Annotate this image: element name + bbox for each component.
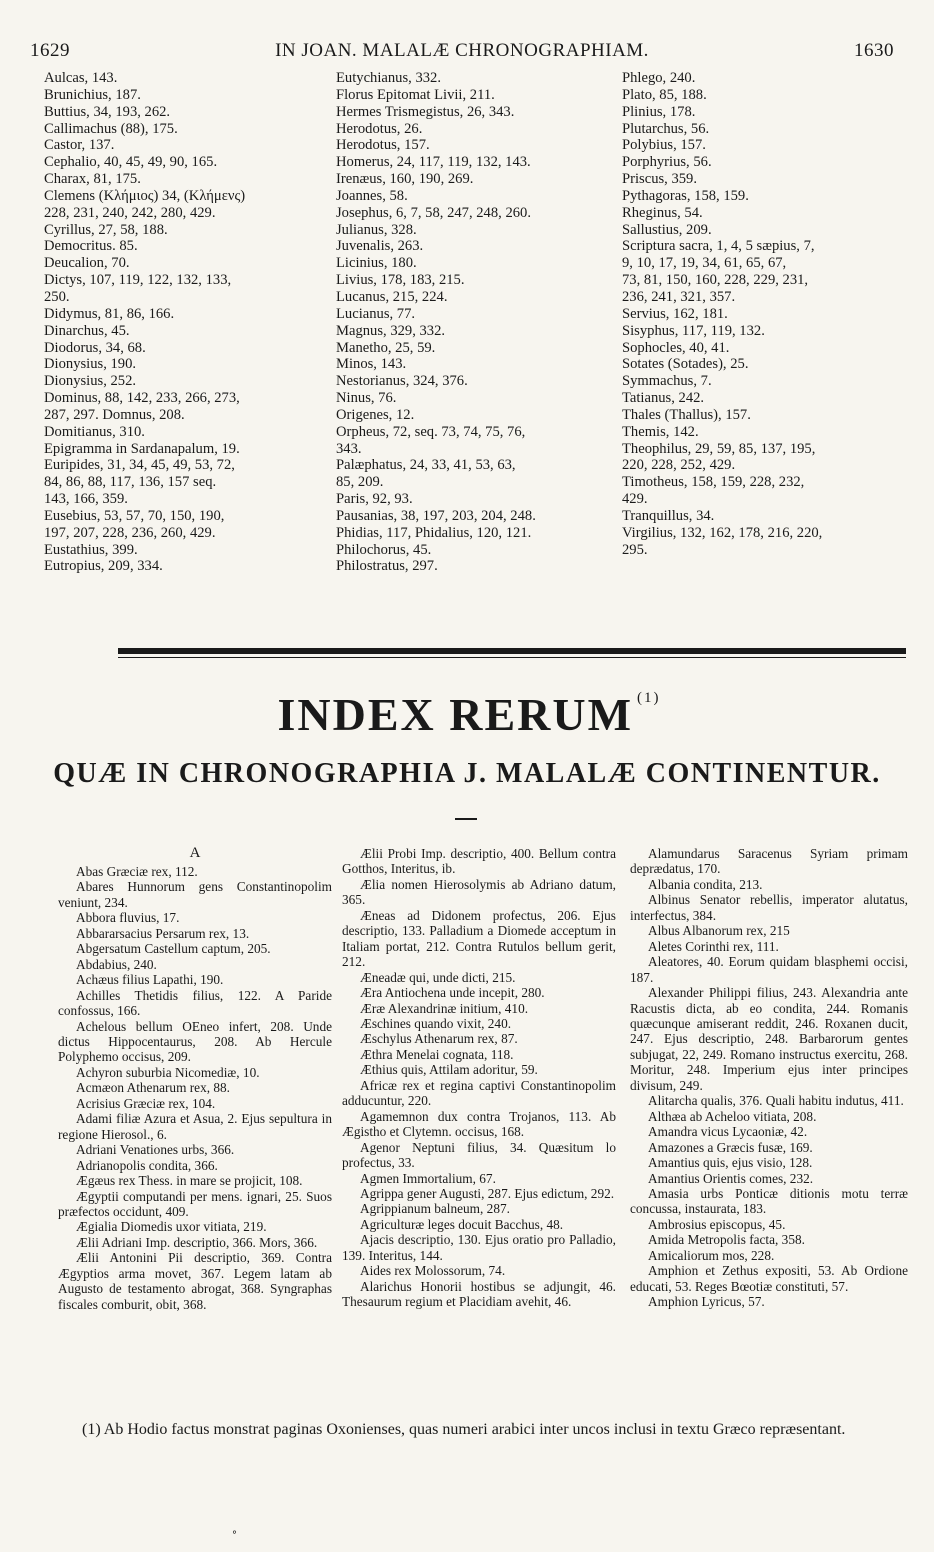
index-entry: Callimachus (88), 175. [44,120,178,137]
index-entry: Æthra Menelai cognata, 118. [360,1046,514,1062]
index-entry: Paris, 92, 93. [336,491,413,508]
index-entry: Julianus, 328. [336,221,417,238]
index-entry: Josephus, 6, 7, 58, 247, 248, 260. [336,204,531,221]
index-entry: Sallustius, 209. [622,221,712,238]
index-entry: Priscus, 359. [622,171,697,188]
index-auctorum-col-3 [622,70,912,558]
index-entry: Achyron suburbia Nicomediæ, 10. [76,1064,260,1080]
index-entry: Themis, 142. [622,423,699,440]
index-entry: Adami filiæ Azura et Asua, 2. Ejus sepultura in regione Hierosol., 6. [58,1111,332,1142]
index-entry: Agamemnon dux contra Trojanos, 113. Ab Ægistho et Clytemn. occisus, 168. [342,1108,616,1140]
index-entry: Eutropius, 209, 334. [44,558,163,575]
index-entry: Lucianus, 77. [336,305,416,322]
index-entry: 143, 166, 359. [44,491,128,508]
letter-heading: A [189,845,201,861]
index-entry: Æschylus Athenarum rex, 87. [360,1031,518,1047]
index-rerum-col-3 [630,846,908,1310]
index-entry: Achelous bellum OEneo infert, 208. Unde dictus Hippocentaurus, 208. Ab Hercule Polyphemo occisus, 209. [58,1018,332,1065]
index-entry: Virgilius, 132, 162, 178, 216, 220, [622,524,823,541]
index-entry: Cyrillus, 27, 58, 188. [44,221,168,238]
page-number-right: 1630 [854,40,894,61]
index-entry: Philostratus, 297. [336,558,438,575]
index-entry: Alarichus Honorii hostibus se adjungit, 46. Thesaurum regium et Placidiam avehit, 46. [342,1278,616,1310]
index-entry: Acrisius Græciæ rex, 104. [76,1095,216,1111]
index-entry: Amandra vicus Lycaoniæ, 42. [648,1124,808,1140]
section-rule-thick [118,648,906,654]
index-entry: Abgersatum Castellum captum, 205. [76,941,271,957]
index-entry: Ægialia Diomedis uxor vitiata, 219. [76,1219,267,1235]
index-entry: Adrianopolis condita, 366. [76,1157,218,1173]
index-entry: Æschines quando vixit, 240. [360,1015,512,1031]
footnote-marker: (1) [637,690,661,706]
index-entry: Joannes, 58. [336,187,408,204]
index-entry: Didymus, 81, 86, 166. [44,305,175,322]
index-rerum-col-2 [342,846,616,1310]
page-number-left: 1629 [30,40,70,61]
index-entry: Thales (Thallus), 157. [622,406,751,423]
index-entry: Agriculturæ leges docuit Bacchus, 48. [360,1216,564,1232]
index-entry: Althæa ab Acheloo vitiata, 208. [648,1108,817,1124]
index-entry: Aides rex Molossorum, 74. [360,1263,506,1279]
index-entry: Abbararsacius Persarum rex, 13. [76,925,250,941]
index-entry: Dionysius, 190. [44,356,137,373]
index-entry: Amasia urbs Ponticæ ditionis motu terræ concussa, instaurata, 183. [630,1185,908,1217]
index-entry: Ninus, 76. [336,390,397,407]
index-entry: 236, 241, 321, 357. [622,288,736,305]
index-entry: Rheginus, 54. [622,204,703,221]
index-entry: Florus Epitomat Livii, 211. [336,86,495,103]
index-entry: Ælii Antonini Pii descriptio, 369. Contra Ægyptios arma movet, 367. Legem latam ab Augusto de testamento abrogat, 368. Syngraphas fiscales comburit, obit, 368. [58,1250,332,1312]
short-rule [455,818,477,820]
index-entry: 295. [622,541,648,558]
index-entry: Æneadæ qui, unde dicti, 215. [360,969,516,985]
running-title: IN JOAN. MALALÆ CHRONOGRAPHIAM. [275,40,649,61]
index-entry: Nestorianus, 324, 376. [336,373,468,390]
section-rule-thin [118,657,906,658]
index-entry: Amazones a Græcis fusæ, 169. [648,1139,813,1155]
index-rerum-subtitle: QUÆ IN CHRONOGRAPHIA J. MALALÆ CONTINENTUR. [53,758,881,789]
index-entry: 73, 81, 150, 160, 228, 229, 231, [622,272,809,289]
index-entry: Plinius, 178. [622,103,696,120]
index-entry: Licinius, 180. [336,255,417,272]
index-entry: Herodotus, 26. [336,120,423,137]
index-entry: 85, 209. [336,474,384,491]
index-entry: Aleatores, 40. Eorum quidam blasphemi occisi, 187. [630,954,908,985]
bottom-mark: ° [232,1530,237,1541]
index-entry: Aulcas, 143. [44,70,118,86]
index-entry: Plutarchus, 56. [622,120,710,137]
index-entry: Buttius, 34, 193, 262. [44,103,171,120]
index-entry: Amicaliorum mos, 228. [648,1247,775,1263]
index-entry: Magnus, 329, 332. [336,322,446,339]
index-entry: Abdabius, 240. [76,956,157,972]
index-entry: Clemens (Κλήμιος) 34, (Κλήμενς) [44,187,246,204]
index-entry: Æthius quis, Attilam adoritur, 59. [360,1062,538,1078]
index-entry: Euripides, 31, 34, 45, 49, 53, 72, [44,457,235,474]
index-entry: Alitarcha qualis, 376. Quali habitu indutus, 411. [648,1093,904,1109]
index-entry: Deucalion, 70. [44,255,130,272]
index-auctorum-col-1 [44,70,334,575]
index-entry: Pythagoras, 158, 159. [622,187,749,204]
index-entry: Alamundarus Saracenus Syriam primam deprædatus, 170. [630,846,908,877]
index-entry: Democritus. 85. [44,238,138,255]
index-entry: Dionysius, 252. [44,373,137,390]
index-entry: Ægæus rex Thess. in mare se projicit, 108. [76,1173,303,1189]
index-entry: Sophocles, 40, 41. [622,339,730,356]
index-entry: Agrippianum balneum, 287. [360,1201,510,1217]
index-entry: Amphion et Zethus expositi, 53. Ab Ordione educati, 53. Reges Bœotiæ constituti, 57. [630,1263,908,1294]
index-entry: Albania condita, 213. [648,876,763,892]
index-entry: Albinus Senator rebellis, imperator alutatus, interfectus, 384. [630,892,908,923]
index-entry: Symmachus, 7. [622,373,712,390]
index-entry: Herodotus, 157. [336,137,430,154]
index-entry: Plato, 85, 188. [622,86,707,103]
index-entry: 343. [336,440,362,457]
index-entry: 250. [44,288,70,305]
index-entry: Tranquillus, 34. [622,507,715,524]
index-entry: 9, 10, 17, 19, 34, 61, 65, 67, [622,255,787,272]
index-auctorum [44,70,904,630]
index-entry: Hermes Trismegistus, 26, 343. [336,103,515,120]
index-entry: Ælii Adriani Imp. descriptio, 366. Mors, 366. [76,1234,318,1250]
index-entry: Domitianus, 310. [44,423,145,440]
index-entry: Albus Albanorum rex, 215 [648,923,790,939]
index-entry: Origenes, 12. [336,406,415,423]
index-entry: Irenæus, 160, 190, 269. [336,171,474,188]
index-entry: Brunichius, 187. [44,86,141,103]
index-entry: Juvenalis, 263. [336,238,424,255]
index-entry: Servius, 162, 181. [622,305,728,322]
index-auctorum-col-2 [336,70,626,575]
index-entry: Eusebius, 53, 57, 70, 150, 190, [44,507,225,524]
index-entry: Eutychianus, 332. [336,70,441,86]
index-entry: Æneas ad Didonem profectus, 206. Ejus descriptio, 133. Palladium a Diomede acceptum in Italiam portat, 212. Contra Rutulos bellum gerit, 212. [342,907,616,970]
index-entry: Sotates (Sotades), 25. [622,356,749,373]
index-rerum-title [0,688,934,741]
index-entry: Ajacis descriptio, 130. Ejus oratio pro Palladio, 139. Interitus, 144. [342,1232,616,1263]
index-entry: Agrippa gener Augusti, 287. Ejus edictum, 292. [360,1185,615,1201]
index-entry: 228, 231, 240, 242, 280, 429. [44,204,216,221]
index-entry: Orpheus, 72, seq. 73, 74, 75, 76, [336,423,526,440]
index-entry: Sisyphus, 117, 119, 132. [622,322,765,339]
index-entry: Livius, 178, 183, 215. [336,272,465,289]
index-entry: Agenor Neptuni filius, 34. Quæsitum lo profectus, 33. [342,1139,616,1171]
index-entry: Acmæon Athenarum rex, 88. [76,1080,230,1096]
index-entry: Abbora fluvius, 17. [76,910,180,926]
index-entry: Epigramma in Sardanapalum, 19. [44,440,240,457]
index-entry: Pausanias, 38, 197, 203, 204, 248. [336,507,536,524]
index-entry: Dictys, 107, 119, 122, 132, 133, [44,272,232,289]
index-rerum [58,846,910,1406]
index-rerum-title-text: INDEX RERUM [277,689,633,740]
index-entry: Achæus filius Lapathi, 190. [76,972,224,988]
index-rerum-col-1 [58,846,332,1312]
index-entry: Amphion Lyricus, 57. [648,1294,765,1310]
index-entry: Africæ rex et regina captivi Constantinopolim adducuntur, 220. [342,1077,616,1109]
index-entry: Minos, 143. [336,356,407,373]
index-entry: Eustathius, 399. [44,541,138,558]
index-entry: Timotheus, 158, 159, 228, 232, [622,474,805,491]
index-entry: Æræ Alexandrinæ initium, 410. [360,1000,529,1016]
index-entry: Abas Græciæ rex, 112. [76,864,198,879]
index-entry: 429. [622,491,648,508]
footnote: (1) Ab Hodio factus monstrat paginas Oxonienses, quas numeri arabici inter uncos inclusi in textu Græco repræsentant. [82,1421,846,1438]
index-entry: 197, 207, 228, 236, 260, 429. [44,524,216,541]
index-entry: 220, 228, 252, 429. [622,457,736,474]
index-entry: Manetho, 25, 59. [336,339,436,356]
index-entry: Ælia nomen Hierosolymis ab Adriano datum, 365. [342,876,616,908]
index-entry: Alexander Philippi filius, 243. Alexandria ante Racustis dicta, ab eo condita, 244. Romanis quæcunque amiserant reddit, 246. Roxanen ducit, 247. Ejus descriptio, 248. Barbarorum gentes subjugat, 22, 249. Romano instructus exercitu, 268. Moritur, 248. Imperium ejus inter principes divisum, 249. [630,985,908,1093]
index-entry: Agmen Immortalium, 67. [360,1170,496,1186]
index-entry: Theophilus, 29, 59, 85, 137, 195, [622,440,816,457]
index-entry: 84, 86, 88, 117, 136, 157 seq. [44,474,217,491]
index-entry: Æra Antiochena unde incepit, 280. [360,985,545,1001]
index-entry: Achilles Thetidis filius, 122. A Paride confossus, 166. [58,987,332,1019]
index-entry: 287, 297. Domnus, 208. [44,406,185,423]
index-entry: Ægyptii computandi per mens. ignari, 25. Suos præfectos occidunt, 409. [58,1188,332,1219]
index-entry: Dinarchus, 45. [44,322,130,339]
index-entry: Lucanus, 215, 224. [336,288,448,305]
index-entry: Palæphatus, 24, 33, 41, 53, 63, [336,457,516,474]
running-head [30,40,894,68]
index-entry: Ambrosius episcopus, 45. [648,1216,786,1232]
index-entry: Philochorus, 45. [336,541,432,558]
index-entry: Diodorus, 34, 68. [44,339,146,356]
index-entry: Dominus, 88, 142, 233, 266, 273, [44,390,240,407]
index-entry: Amantius Orientis comes, 232. [648,1170,814,1186]
index-entry: Porphyrius, 56. [622,154,712,171]
index-entry: Amida Metropolis facta, 358. [648,1232,805,1248]
index-entry: Phlego, 240. [622,70,696,86]
index-entry: Cephalio, 40, 45, 49, 90, 165. [44,154,218,171]
index-entry: Phidias, 117, Phidalius, 120, 121. [336,524,532,541]
index-entry: Amantius quis, ejus visio, 128. [648,1155,813,1171]
index-entry: Abares Hunnorum gens Constantinopolim veniunt, 234. [58,879,332,910]
index-entry: Castor, 137. [44,137,115,154]
index-entry: Homerus, 24, 117, 119, 132, 143. [336,154,531,171]
index-entry: Charax, 81, 175. [44,171,141,188]
index-entry: Tatianus, 242. [622,390,705,407]
index-entry: Aletes Corinthi rex, 111. [648,938,779,954]
index-entry: Polybius, 157. [622,137,706,154]
index-entry: Scriptura sacra, 1, 4, 5 sæpius, 7, [622,238,815,255]
index-entry: Ælii Probi Imp. descriptio, 400. Bellum contra Gotthos, Interitus, ib. [342,846,616,877]
index-entry: Adriani Venationes urbs, 366. [76,1142,235,1158]
